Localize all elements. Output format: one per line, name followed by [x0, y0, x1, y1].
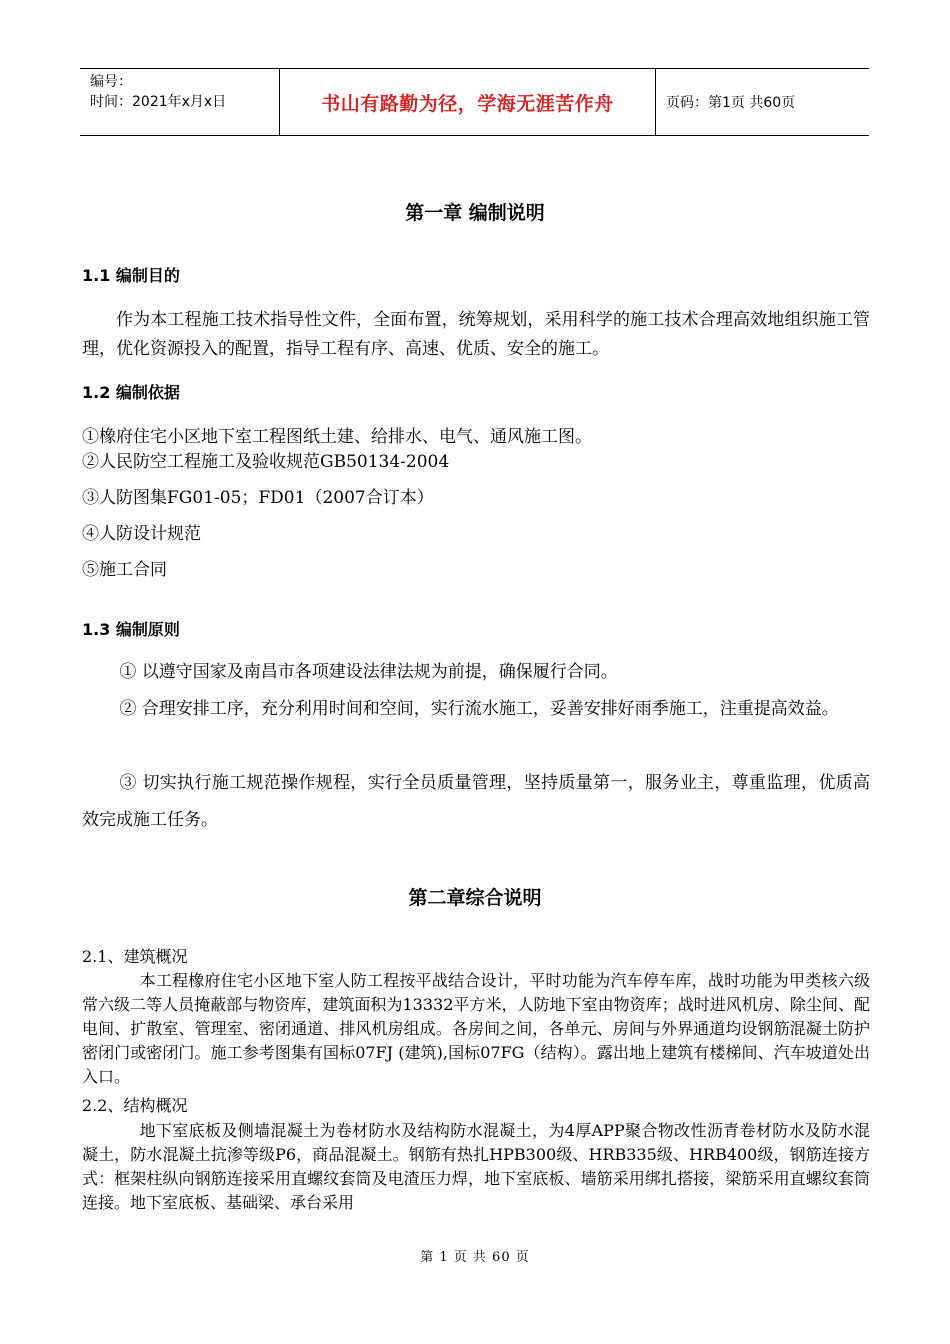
section-2-1-title: 2.1、建筑概况	[82, 947, 188, 966]
header-table	[80, 68, 869, 136]
basis-item-5: ⑤施工合同	[82, 560, 167, 580]
page-info: 页码：第1页 共60页	[666, 95, 796, 111]
section-1-2-title: 1.2 编制依据	[82, 383, 180, 402]
basis-item-4: ④人防设计规范	[82, 524, 201, 544]
motto: 书山有路勤为径，学海无涯苦作舟	[280, 69, 656, 135]
section-2-2-text: 地下室底板及侧墙混凝土为卷材防水及结构防水混凝土，为4厚APP聚合物改性沥青卷材防水及防水混凝土，防水混凝土抗渗等级P6，商品混凝土。钢筋有热扎HPB300级、HRB335级、HRB400级，钢筋连接方式：框架柱纵向钢筋连接采用直螺纹套筒及电渣压力焊，地下室底板、墙筋采用绑扎搭接，梁筋采用直螺纹套筒连接。地下室底板、基础梁、承台采用	[82, 1121, 870, 1212]
principle-3: ③ 切实执行施工规范操作规程，实行全员质量管理，坚持质量第一，服务业主，尊重监理，优质高效完成施工任务。	[82, 773, 870, 830]
basis-item-3: ③人防图集FG01-05；FD01（2007合订本）	[82, 488, 434, 508]
chapter1-title: 第一章 编制说明	[405, 202, 545, 224]
principle-2: ② 合理安排工序，充分利用时间和空间，实行流水施工，妥善安排好雨季施工，注重提高效益。	[119, 699, 839, 719]
date-label: 时间：2021年x月x日	[90, 94, 227, 110]
section-1-1-title: 1.1 编制目的	[82, 266, 180, 285]
section-2-2-title: 2.2、结构概况	[82, 1096, 188, 1115]
header-left-cell	[80, 69, 280, 135]
section-1-3-title: 1.3 编制原则	[82, 620, 180, 639]
section-2-1-text: 本工程橡府住宅小区地下室人防工程按平战结合设计，平时功能为汽车停车库，战时功能为甲类核六级常六级二等人员掩蔽部与物资库，建筑面积为13332平方米，人防地下室由物资库；战时进风机房、除尘间、配电间、扩散室、管理室、密闭通道、排风机房组成。各房间之间，各单元、房间与外界通道均设钢筋混凝土防护密闭门或密闭门。施工参考图集有国标07FJ (建筑),国标07FG（结构）。露出地上建筑有楼梯间、汽车坡道处出入口。	[82, 971, 870, 1086]
principle-1: ① 以遵守国家及南昌市各项建设法律法规为前提，确保履行合同。	[119, 662, 618, 682]
basis-item-2: ②人民防空工程施工及验收规范GB50134-2004	[82, 452, 450, 472]
basis-item-1: ①橡府住宅小区地下室工程图纸土建、给排水、电气、通风施工图。	[82, 427, 592, 447]
section-1-1-text: 作为本工程施工技术指导性文件，全面布置，统筹规划，采用科学的施工技术合理高效地组织施工管理，优化资源投入的配置，指导工程有序、高速、优质、安全的施工。	[82, 310, 870, 359]
page-footer: 第 1 页 共 60 页	[420, 1250, 530, 1265]
number-label: 编号：	[90, 74, 132, 90]
chapter2-title: 第二章综合说明	[408, 887, 542, 909]
